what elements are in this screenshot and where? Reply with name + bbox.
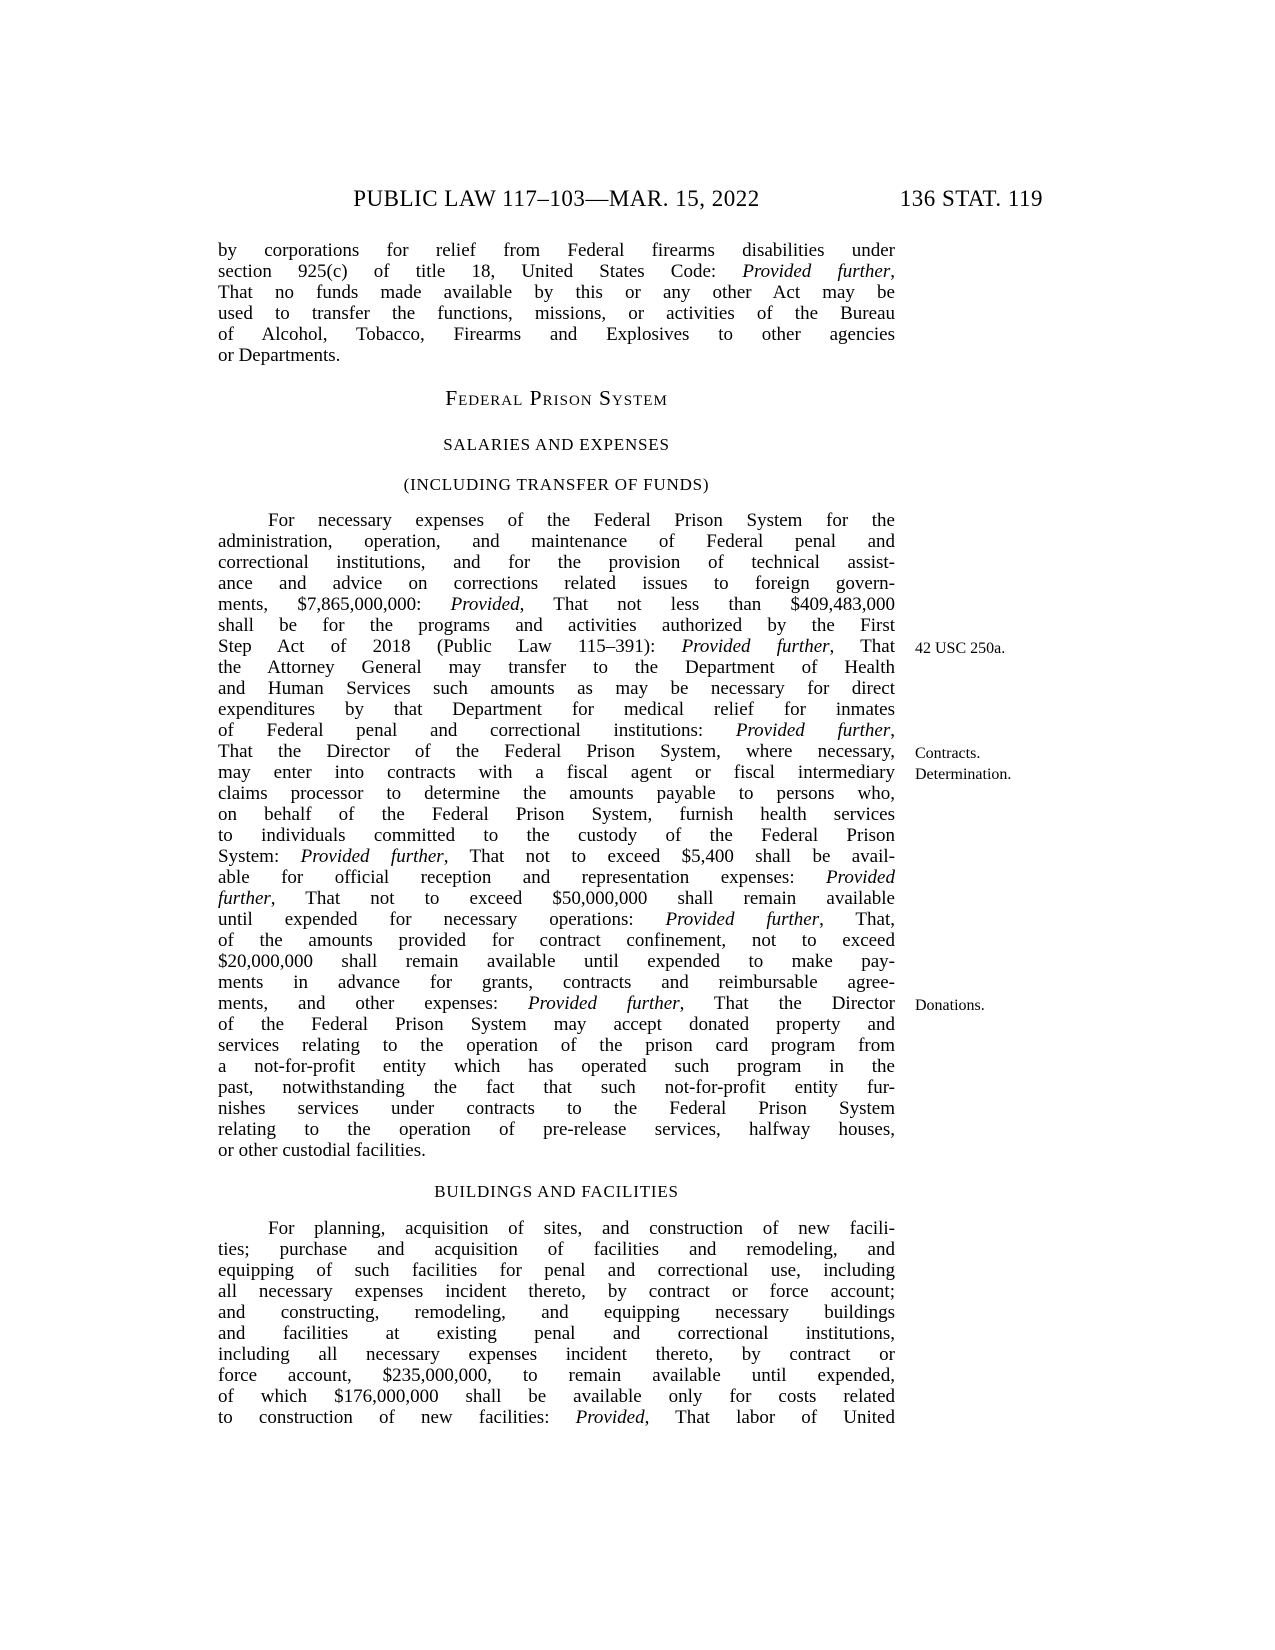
text-line: Step Act of 2018 (Public Law 115–391): Provided further, That — [218, 636, 895, 657]
margin-note-donations — [915, 995, 1235, 1016]
running-header — [218, 186, 1043, 214]
text-line: ments, $7,865,000,000: Provided, That not less than $409,483,000 — [218, 594, 895, 615]
text-line: of Federal penal and correctional institutions: Provided further, — [218, 720, 895, 741]
text-line: That no funds made available by this or any other Act may be — [218, 282, 895, 303]
text-line: or Departments. — [218, 345, 341, 366]
text-line: by corporations for relief from Federal firearms disabilities under — [218, 240, 895, 261]
text-line: of the Federal Prison System may accept donated property and — [218, 1014, 895, 1035]
running-header-law-number: PUBLIC LAW 117–103—MAR. 15, 2022 — [353, 186, 760, 211]
text-line: to construction of new facilities: Provided, That labor of United — [218, 1407, 895, 1428]
text-line: until expended for necessary operations: Provided further, That, — [218, 909, 895, 930]
text-line: to individuals committed to the custody of the Federal Prison — [218, 825, 895, 846]
text-line: ties; purchase and acquisition of facilities and remodeling, and — [218, 1239, 895, 1260]
text-line: services relating to the operation of the prison card program from — [218, 1035, 895, 1056]
text-line: ments in advance for grants, contracts and reimbursable agree- — [218, 972, 895, 993]
text-line: and constructing, remodeling, and equipping necessary buildings — [218, 1302, 895, 1323]
text-line: able for official reception and representation expenses: Provided — [218, 867, 895, 888]
text-line: nishes services under contracts to the Federal Prison System — [218, 1098, 895, 1119]
margin-note-usc-citation — [915, 638, 1235, 659]
text-line: ance and advice on corrections related issues to foreign govern- — [218, 573, 895, 594]
text-line: expenditures by that Department for medical relief for inmates — [218, 699, 895, 720]
text-line: may enter into contracts with a fiscal agent or fiscal intermediary — [218, 762, 895, 783]
running-header-stat-citation: 136 STAT. 119 — [899, 186, 1043, 211]
text-line: used to transfer the functions, missions, or activities of the Bureau — [218, 303, 895, 324]
text-line: System: Provided further, That not to exceed $5,400 shall be avail- — [218, 846, 895, 867]
heading-federal-prison-system: Federal Prison System — [445, 386, 668, 410]
heading-buildings-and-facilities: BUILDINGS AND FACILITIES — [434, 1182, 679, 1201]
text-line: the Attorney General may transfer to the Department of Health — [218, 657, 895, 678]
text-line: correctional institutions, and for the provision of technical assist- — [218, 552, 895, 573]
text-line: of Alcohol, Tobacco, Firearms and Explosives to other agencies — [218, 324, 895, 345]
text-line: a not-for-profit entity which has operated such program in the — [218, 1056, 895, 1077]
text-line: past, notwithstanding the fact that such not-for-profit entity fur- — [218, 1077, 895, 1098]
text-line: shall be for the programs and activities authorized by the First — [218, 615, 895, 636]
text-line: $20,000,000 shall remain available until expended to make pay- — [218, 951, 895, 972]
text-line: claims processor to determine the amounts payable to persons who, — [218, 783, 895, 804]
heading-salaries-and-expenses: SALARIES AND EXPENSES — [443, 435, 670, 454]
text-line: further, That not to exceed $50,000,000 shall remain available — [218, 888, 895, 909]
text-line: ments, and other expenses: Provided further, That the Director — [218, 993, 895, 1014]
paragraph-firearms-continuation — [218, 240, 895, 366]
text-line: relating to the operation of pre-release services, halfway houses, — [218, 1119, 895, 1140]
text-line: That the Director of the Federal Prison System, where necessary, — [218, 741, 895, 762]
text-line: or other custodial facilities. — [218, 1140, 426, 1161]
text-line: Contracts. — [915, 745, 981, 762]
text-line: For planning, acquisition of sites, and construction of new facili- — [268, 1218, 895, 1239]
text-line: and facilities at existing penal and correctional institutions, — [218, 1323, 895, 1344]
text-line: administration, operation, and maintenance of Federal penal and — [218, 531, 895, 552]
text-line: on behalf of the Federal Prison System, furnish health services — [218, 804, 895, 825]
text-column — [218, 240, 895, 1428]
text-line: For necessary expenses of the Federal Prison System for the — [268, 510, 895, 531]
text-line: all necessary expenses incident thereto, by contract or force account; — [218, 1281, 895, 1302]
text-line: force account, $235,000,000, to remain available until expended, — [218, 1365, 895, 1386]
text-line: of which $176,000,000 shall be available only for costs related — [218, 1386, 895, 1407]
margin-note-contracts-determination — [915, 743, 1235, 785]
text-line: section 925(c) of title 18, United States Code: Provided further, — [218, 261, 895, 282]
text-line: and Human Services such amounts as may be necessary for direct — [218, 678, 895, 699]
heading-including-transfer-of-funds: (INCLUDING TRANSFER OF FUNDS) — [403, 475, 710, 494]
text-line: Donations. — [915, 997, 985, 1014]
text-line: Determination. — [915, 766, 1012, 783]
paragraph-salaries-appropriation — [218, 510, 895, 1161]
text-line: equipping of such facilities for penal and correctional use, including — [218, 1260, 895, 1281]
text-line: including all necessary expenses incident thereto, by contract or — [218, 1344, 895, 1365]
text-line: 42 USC 250a. — [915, 640, 1006, 657]
text-line: of the amounts provided for contract confinement, not to exceed — [218, 930, 895, 951]
paragraph-buildings-appropriation — [218, 1218, 895, 1428]
